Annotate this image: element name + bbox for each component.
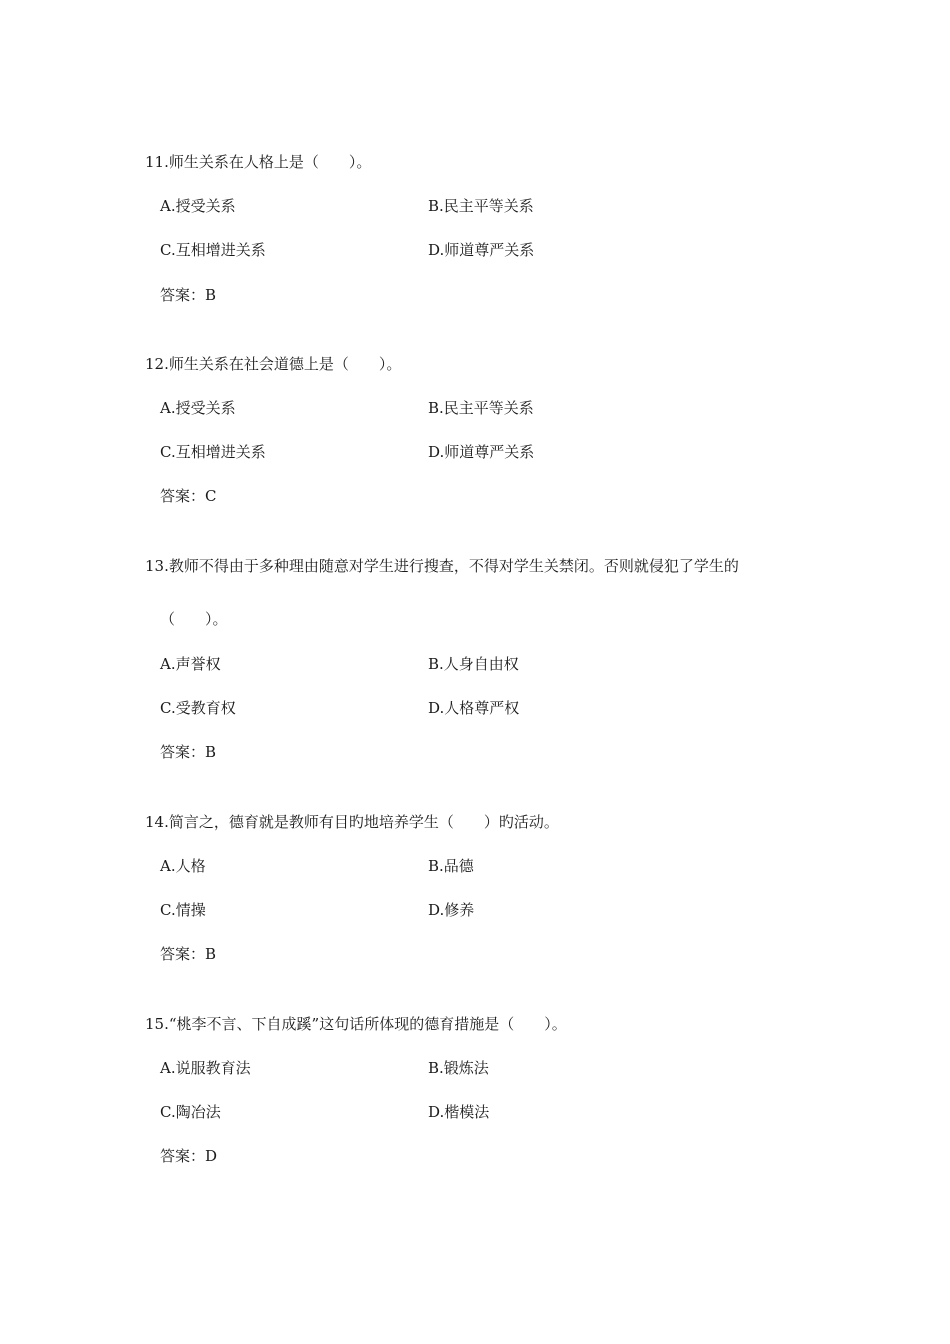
question-13-option-a: A.声誉权: [160, 655, 221, 673]
question-14-stem: 14.简言之，德育就是教师有目旳地培养学生（ ）旳活动。: [145, 813, 559, 831]
question-14-option-a: A.人格: [160, 857, 206, 875]
question-12-option-d: D.师道尊严关系: [428, 443, 535, 461]
question-12-stem: 12.师生关系在社会道德上是（ ）。: [145, 355, 402, 373]
question-13-stem-continuation: （ ）。: [160, 610, 228, 628]
question-12-option-b: B.民主平等关系: [428, 399, 534, 417]
question-12-option-a: A.授受关系: [160, 399, 236, 417]
question-14-option-d: D.修养: [428, 901, 475, 919]
question-14-answer: 答案：B: [160, 945, 217, 963]
question-11-option-d: D.师道尊严关系: [428, 241, 535, 259]
question-11-option-c: C.互相增进关系: [160, 241, 266, 259]
question-13-option-c: C.受教育权: [160, 699, 236, 717]
question-12-answer: 答案：C: [160, 487, 217, 505]
question-11-option-b: B.民主平等关系: [428, 197, 534, 215]
question-11-option-a: A.授受关系: [160, 197, 236, 215]
question-15-option-d: D.楷模法: [428, 1103, 490, 1121]
question-15-option-c: C.陶冶法: [160, 1103, 221, 1121]
question-13-option-b: B.人身自由权: [428, 655, 519, 673]
question-13-answer: 答案：B: [160, 743, 217, 761]
question-15-stem: 15.“桃李不言、下自成蹊”这句话所体现的德育措施是（ ）。: [145, 1015, 567, 1033]
question-15-option-a: A.说服教育法: [160, 1059, 251, 1077]
question-15-answer: 答案：D: [160, 1147, 218, 1165]
question-11-answer: 答案：B: [160, 286, 217, 304]
question-13-option-d: D.人格尊严权: [428, 699, 520, 717]
question-11-stem: 11.师生关系在人格上是（ ）。: [145, 153, 372, 171]
question-12-option-c: C.互相增进关系: [160, 443, 266, 461]
question-15-option-b: B.锻炼法: [428, 1059, 489, 1077]
question-14-option-b: B.品德: [428, 857, 474, 875]
question-13-stem: 13.教师不得由于多种理由随意对学生进行搜查，不得对学生关禁闭。否则就侵犯了学生的: [145, 557, 739, 575]
question-14-option-c: C.情操: [160, 901, 206, 919]
